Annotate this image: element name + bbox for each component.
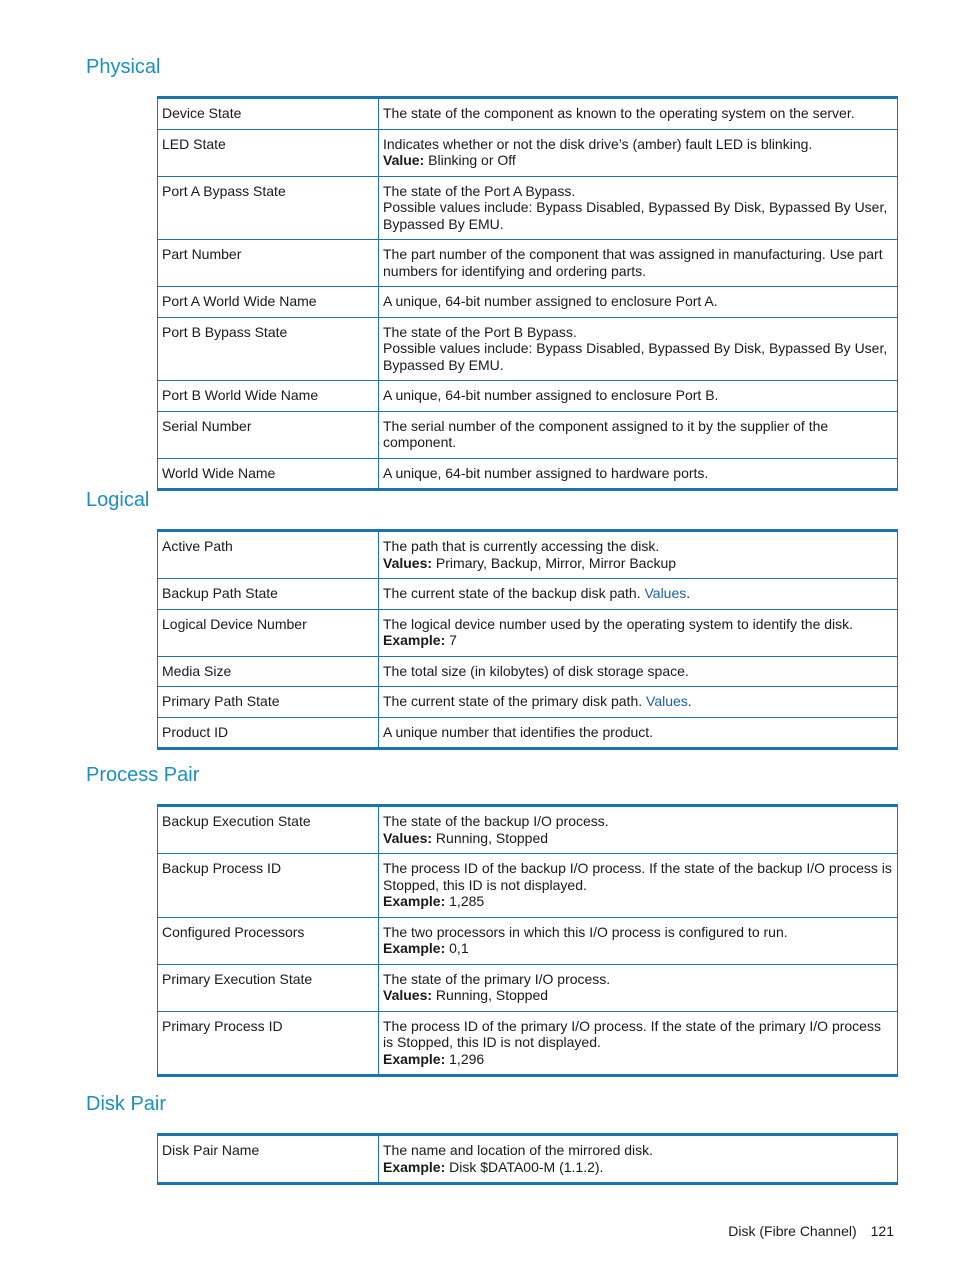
value-label: Value: <box>383 152 425 168</box>
page-number: 121 <box>870 1223 894 1239</box>
logical-table <box>157 529 898 750</box>
desc-cell <box>379 531 898 579</box>
table-row <box>158 240 898 287</box>
value-label: Values: <box>383 987 433 1003</box>
section-title-process-pair: Process Pair <box>86 764 200 786</box>
value-text: Primary, Backup, Mirror, Mirror Backup <box>432 554 677 571</box>
desc-cell <box>379 964 898 1011</box>
desc-cell <box>379 1135 898 1184</box>
table-row <box>158 717 898 749</box>
value-text: 1,285 <box>445 893 485 909</box>
desc-text: A unique, 64-bit number assigned to enclosure Port A. <box>383 293 718 309</box>
term-cell: Port A World Wide Name <box>158 287 379 318</box>
term-cell: Active Path <box>158 531 379 579</box>
value-label: Example: <box>383 1158 446 1175</box>
desc-text: The path that is currently accessing the disk. <box>383 538 660 554</box>
term-cell: Device State <box>158 98 379 130</box>
term-cell: Backup Path State <box>158 579 379 610</box>
desc-text: The current state of the backup disk path. <box>383 585 645 601</box>
desc-text: A unique, 64-bit number assigned to enclosure Port B. <box>383 387 719 403</box>
disk-pair-table <box>157 1133 898 1185</box>
desc-cell <box>379 240 898 287</box>
desc-cell <box>379 129 898 176</box>
table-row <box>158 806 898 854</box>
table-row <box>158 317 898 381</box>
term-cell: Media Size <box>158 656 379 687</box>
page-footer <box>728 1223 894 1239</box>
desc-text: The serial number of the component assigned to it by the supplier of the component. <box>383 417 829 450</box>
value-text: Blinking or Off <box>424 152 516 168</box>
desc-cell <box>379 854 898 918</box>
table-row <box>158 176 898 240</box>
desc-cell <box>379 1011 898 1076</box>
term-cell: Primary Process ID <box>158 1011 379 1076</box>
term-cell: LED State <box>158 129 379 176</box>
desc-after: . <box>687 693 692 709</box>
values-link[interactable]: Values <box>646 693 688 709</box>
table-row <box>158 98 898 130</box>
desc-cell <box>379 98 898 130</box>
footer-chapter: Disk (Fibre Channel) <box>728 1223 857 1239</box>
desc-cell <box>379 579 898 610</box>
term-cell: Part Number <box>158 240 379 287</box>
table-row <box>158 531 898 579</box>
term-cell: Backup Process ID <box>158 854 379 918</box>
term-cell: Primary Execution State <box>158 964 379 1011</box>
value-text: 1,296 <box>445 1050 485 1067</box>
section-title-physical: Physical <box>86 56 161 78</box>
desc-text-2: Possible values include: Bypass Disabled, Bypassed By Disk, Bypassed By User, Bypassed By EMU. <box>383 340 888 373</box>
desc-text: The total size (in kilobytes) of disk storage space. <box>383 662 689 679</box>
term-cell: Product ID <box>158 717 379 749</box>
desc-text: The two processors in which this I/O process is configured to run. <box>383 923 788 940</box>
desc-text: The state of the primary I/O process. <box>383 970 611 987</box>
value-label: Example: <box>383 893 446 909</box>
desc-text: The process ID of the backup I/O process. If the state of the backup I/O process is Stopped, this ID is not displayed. <box>383 860 892 893</box>
desc-text-2: Possible values include: Bypass Disabled, Bypassed By Disk, Bypassed By User, Bypassed By EMU. <box>383 199 888 232</box>
desc-text: A unique number that identifies the product. <box>383 723 654 740</box>
term-cell: World Wide Name <box>158 458 379 490</box>
value-label: Values: <box>383 829 433 846</box>
value-label: Example: <box>383 632 446 648</box>
value-label: Example: <box>383 940 446 956</box>
table-row <box>158 458 898 490</box>
desc-cell <box>379 917 898 964</box>
table-row <box>158 411 898 458</box>
desc-text: The logical device number used by the operating system to identify the disk. <box>383 615 854 632</box>
term-cell: Configured Processors <box>158 917 379 964</box>
desc-text: The name and location of the mirrored disk. <box>383 1142 654 1158</box>
desc-cell <box>379 806 898 854</box>
table-row <box>158 609 898 656</box>
desc-text: The process ID of the primary I/O process. If the state of the primary I/O process is Stopped, this ID is not displayed. <box>383 1017 881 1050</box>
value-text: 0,1 <box>445 940 469 956</box>
desc-cell <box>379 687 898 718</box>
value-text: Running, Stopped <box>432 829 549 846</box>
physical-table <box>157 96 898 491</box>
desc-text: The state of the backup I/O process. <box>383 813 609 829</box>
value-text: Running, Stopped <box>432 987 549 1003</box>
desc-cell <box>379 458 898 490</box>
desc-cell <box>379 381 898 412</box>
table-row <box>158 579 898 610</box>
desc-cell <box>379 411 898 458</box>
term-cell: Port A Bypass State <box>158 176 379 240</box>
term-cell: Port B World Wide Name <box>158 381 379 412</box>
table-row <box>158 287 898 318</box>
term-cell: Serial Number <box>158 411 379 458</box>
desc-text: The current state of the primary disk path. <box>383 693 647 709</box>
table-row <box>158 656 898 687</box>
value-text: 7 <box>445 632 457 648</box>
process-pair-table <box>157 804 898 1077</box>
value-label: Values: <box>383 554 433 571</box>
desc-text: The part number of the component that was assigned in manufacturing. Use part numbers for identifying and ordering parts. <box>383 246 883 279</box>
term-cell: Backup Execution State <box>158 806 379 854</box>
table-row <box>158 917 898 964</box>
desc-text: The state of the Port A Bypass. <box>383 182 576 199</box>
term-cell: Disk Pair Name <box>158 1135 379 1184</box>
desc-text: The state of the Port B Bypass. <box>383 323 577 340</box>
desc-text: Indicates whether or not the disk drive’s (amber) fault LED is blinking. <box>383 135 813 152</box>
section-title-logical: Logical <box>86 489 150 511</box>
term-cell: Logical Device Number <box>158 609 379 656</box>
desc-cell <box>379 317 898 381</box>
table-row <box>158 687 898 718</box>
values-link[interactable]: Values <box>644 585 687 601</box>
term-cell: Port B Bypass State <box>158 317 379 381</box>
desc-cell <box>379 717 898 749</box>
table-row <box>158 381 898 412</box>
desc-text: The state of the component as known to the operating system on the server. <box>383 105 855 121</box>
desc-cell <box>379 176 898 240</box>
table-row <box>158 964 898 1011</box>
desc-cell <box>379 656 898 687</box>
table-row <box>158 129 898 176</box>
desc-after: . <box>686 585 691 601</box>
desc-cell <box>379 609 898 656</box>
term-cell: Primary Path State <box>158 687 379 718</box>
desc-text: A unique, 64-bit number assigned to hardware ports. <box>383 464 709 481</box>
table-row <box>158 1135 898 1184</box>
table-row <box>158 1011 898 1076</box>
table-row <box>158 854 898 918</box>
desc-cell <box>379 287 898 318</box>
value-label: Example: <box>383 1050 446 1067</box>
value-text: Disk $DATA00-M (1.1.2). <box>445 1158 604 1175</box>
section-title-disk-pair: Disk Pair <box>86 1093 167 1115</box>
